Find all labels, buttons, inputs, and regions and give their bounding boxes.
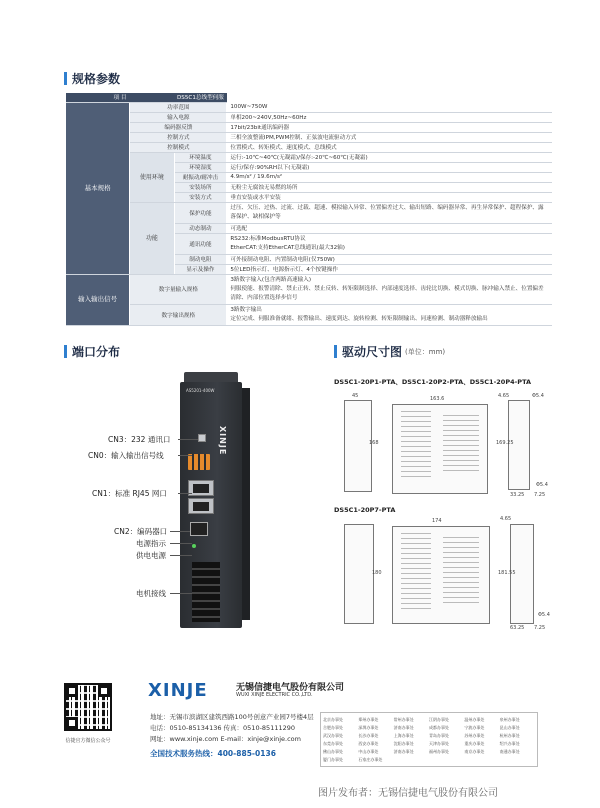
office-item: 深圳办事处 [358,725,379,730]
leader-line [178,493,192,494]
spec-item-label: 保护功能 [174,202,227,223]
dim-front-view-1 [344,400,372,492]
office-item: 温州办事处 [464,717,485,722]
dim-height2-2: 181.55 [498,570,516,576]
spec-header-row [66,93,552,102]
office-item: 杭州办事处 [499,733,520,738]
office-item: 沈阳办事处 [393,741,414,746]
spec-item-value: 单相200~240V,50Hz~60Hz [227,112,552,122]
office-item: 上海办事处 [393,733,414,738]
office-item: 南通办事处 [499,749,520,754]
spec-item-value: 垂直安装或水平安装 [227,192,552,202]
dim-depth-2: 174 [432,518,442,524]
motor-terminal-block [192,562,220,622]
spec-item-label: 控制模式 [130,142,227,152]
cn0-connector [188,454,210,470]
spec-row [66,274,552,304]
dimensions-title: 驱动尺寸图 [342,345,403,359]
dim-side-view-1 [392,404,488,494]
leader-line [178,455,192,456]
spec-row [66,152,552,162]
dim-height-2: 180 [372,570,382,576]
office-item: 石家庄办事处 [358,757,383,762]
ports-title: 端口分布 [72,345,121,359]
title-accent-bar [334,345,337,358]
dim-edge-2: 7.25 [534,625,546,631]
office-item: 常州办事处 [393,717,414,722]
spec-table [66,93,552,326]
dim-group2-title: DS5C1-20P7-PTA [334,506,396,514]
dim-height: 168 [369,440,379,446]
leader-line [170,543,192,544]
spec-subgroup-env: 使用环境 [130,152,174,202]
spec-item-value: 位置模式、转矩模式、速度模式、总线模式 [227,142,552,152]
office-item: 东莞办事处 [323,741,343,746]
office-item: 厦门办事处 [323,757,343,762]
spec-item-value: 5位LED指示灯、电源指示灯、4个按键操作 [227,264,552,274]
service-hotline: 全国技术服务热线：400-885-0136 [150,749,276,758]
spec-item-label: 输入电源 [130,112,227,122]
office-item: 北京办事处 [323,717,343,722]
spec-item-label: 制动电阻 [174,254,227,264]
xinje-logo: XINJE [148,680,208,701]
office-item: 中山办事处 [358,749,379,754]
spec-title: 规格参数 [72,72,121,86]
office-list [320,712,538,767]
qr-caption: 信捷官方微信公众号 [65,738,111,744]
label-cn2: CN2：编码器口 [114,527,168,536]
dim-thickness-2: 4.65 [500,516,512,522]
leader-line [170,555,192,556]
office-item: 福州办事处 [428,749,449,754]
dim-base: 33.25 [510,492,525,498]
spec-group-io: 输入输出信号 [66,274,130,325]
dim-depth: 163.6 [430,396,445,402]
power-led [192,544,196,548]
dim-hole: Φ5.4 [532,393,544,399]
servo-drive-image [180,372,248,630]
office-item: 宁波办事处 [464,725,485,730]
spec-item-value: 运行/保存:90%RH以下(无凝霜) [227,162,552,172]
office-item: 昆山办事处 [499,725,520,730]
spec-item-value: 4.9m/s² / 19.6m/s² [227,172,552,182]
office-item: 成都办事处 [428,725,449,730]
spec-header-item: 项 目 [66,93,174,102]
spec-row [66,112,552,122]
spec-item-label: 数字量输入规格 [130,274,227,304]
spec-item-label: 动态制动 [174,223,227,233]
spec-item-label: 安装场所 [174,182,227,192]
dim-edge: 7.25 [534,492,546,498]
spec-item-value: 3路数字输出 定位完成、伺服准备就绪、报警输出、速度到达、旋转检测、转矩限制输出、同速检测、制动器释放输出 [227,304,552,325]
leader-line [170,531,190,532]
drive-brand-text: XINJE [218,426,227,456]
company-name-en: WUXI XINJE ELECTRIC CO.,LTD. [236,692,313,698]
dim-height2: 169.25 [496,440,514,446]
spec-item-value: 无粉尘无腐蚀无易燃的场所 [227,182,552,192]
title-accent-bar [64,72,67,85]
spec-row [66,304,552,325]
ports-section-title [64,343,120,360]
office-item: 长沙办事处 [358,733,379,738]
label-power-supply: 供电电源 [136,551,166,560]
leader-line [178,439,198,440]
spec-item-label: 耐振动/耐冲击 [174,172,227,182]
spec-item-value: RS232:标准ModbusRTU协议 EtherCAT:支持EtherCAT总线通讯(最大32轴) [227,233,552,254]
office-item: 南京办事处 [464,749,485,754]
spec-row [66,142,552,152]
title-accent-bar [64,345,67,358]
spec-row [66,122,552,132]
spec-item-label: 安装方式 [174,192,227,202]
spec-item-value: 3路数字输入(包含两路高速输入) 伺服使能、报警清除、禁止正转、禁止反转、转矩限制选择、内部速度选择、齿轮比切换、模式切换、脉冲输入禁止、位置偏差清除、内部位置选择步信号 [227,274,552,304]
spec-item-label: 显示及操作 [174,264,227,274]
spec-item-label: 控制方式 [130,132,227,142]
spec-item-value: 三相全波整流IPM,PWM控制、正弦波电流驱动方式 [227,132,552,142]
company-phone: 电话：0510-85134136 传真：0510-85111290 [150,724,296,732]
publisher-watermark: 图片发布者：无锡信捷电气股份有限公司 [318,788,498,799]
spec-item-value: 100W~750W [227,102,552,112]
dim-thickness: 4.65 [498,393,510,399]
dim-width: 45 [352,393,359,399]
spec-item-value: 可选配 [227,223,552,233]
label-cn3: CN3：232 通讯口 [108,435,171,444]
spec-header-model: DS5C1总线型伺服 [174,93,227,102]
office-item: 郑州办事处 [358,717,379,722]
cn2-encoder-port [190,522,208,536]
office-item: 天津办事处 [428,741,449,746]
office-item: 合肥办事处 [323,725,343,730]
office-item: 佛山办事处 [323,749,343,754]
spec-row [66,102,552,112]
spec-item-label: 环境湿度 [174,162,227,172]
dim-hole-2: Φ5.4 [538,612,550,618]
office-item: 西安办事处 [358,741,379,746]
dim-base-2: 63.25 [510,625,525,631]
office-item: 济南办事处 [393,725,414,730]
spec-subgroup-func: 功能 [130,202,174,274]
office-item: 济南办事处 [393,749,414,754]
spec-item-value: 可外接制动电阻、内置制动电阻(仅750W) [227,254,552,264]
spec-item-value: 17bit/23bit通讯编码器 [227,122,552,132]
office-item: 绍兴办事处 [499,741,520,746]
leader-line [170,593,192,594]
company-address: 地址：无锡市滨湖区建筑西路100号创意产业园7号楼4层 [150,713,314,721]
cn1-rj45-lower [188,498,214,514]
dim-side-view-2 [392,526,490,624]
label-power-led: 电源指示 [136,539,166,548]
office-item: 江阴办事处 [428,717,449,722]
office-item: 重庆办事处 [464,741,485,746]
drive-heatsink [242,388,250,620]
dim-front-view-2 [344,524,374,624]
company-web: 网址：www.xinje.com E-mail：xinje@xinje.com [150,735,301,743]
office-item: 武汉办事处 [323,733,343,738]
dimensions-section-title [334,343,445,360]
spec-section-title [64,70,120,87]
office-item: 青岛办事处 [428,733,449,738]
label-cn0: CN0：输入输出信号线 [88,451,164,460]
company-name: 无锡信捷电气股份有限公司 [236,683,345,693]
cn3-port [198,434,206,442]
dim-hole-bottom: Φ5.4 [536,482,548,488]
spec-item-value: 运行:-10℃~40℃(无凝霜)/保存:-20℃~60℃(无凝霜) [227,152,552,162]
spec-row [66,202,552,223]
spec-item-label: 数字输出规格 [130,304,227,325]
spec-item-value: 过压、欠压、过热、过流、过载、超速、模拟输入异常、位置偏差过大、输出短路、编码器异常、再生异常保护、超程保护、露落保护、缺相保护等 [227,202,552,223]
spec-item-label: 通讯功能 [174,233,227,254]
label-motor: 电机接线 [136,589,166,598]
spec-item-label: 编码器反馈 [130,122,227,132]
spec-group-basic: 基本规格 [66,102,130,274]
wechat-qr-code [64,683,112,731]
dim-group1-title: DS5C1-20P1-PTA、DS5C1-20P2-PTA、DS5C1-20P4-PTA [334,378,532,386]
dimensions-unit: (单位：mm) [405,347,446,356]
spec-item-label: 环境温度 [174,152,227,162]
spec-item-label: 功率范围 [130,102,227,112]
office-item: 泉州办事处 [499,717,520,722]
drive-model-text: AS5201-400W [186,388,215,393]
spec-row [66,132,552,142]
label-cn1: CN1：标准 RJ45 网口 [92,489,167,498]
office-item: 苏州办事处 [464,733,485,738]
